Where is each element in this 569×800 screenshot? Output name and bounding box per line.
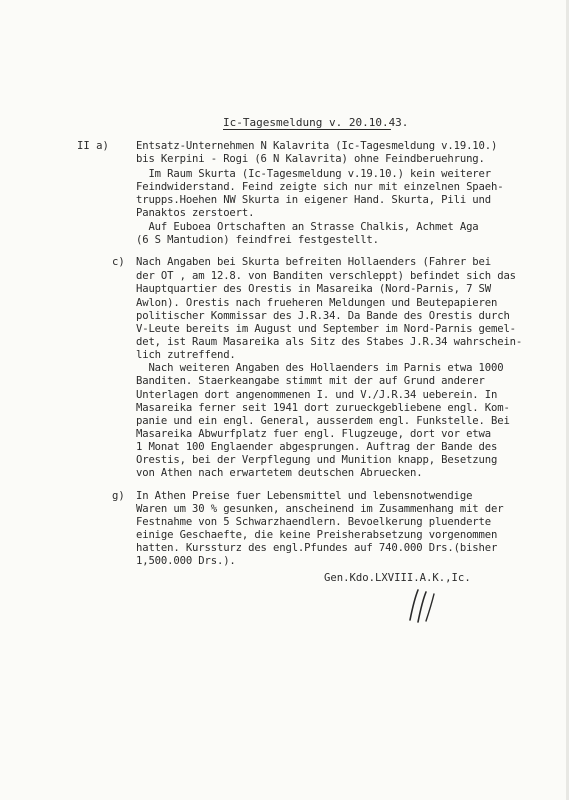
section-c-label: c) xyxy=(112,256,125,268)
document-title: Ic-Tagesmeldung v. 20.10.43. xyxy=(223,116,409,129)
section-g-line: In Athen Preise fuer Lebensmittel und lebensnotwendige xyxy=(136,490,473,502)
section-c-line: Orestis, bei der Verpflegung und Munition knapp, Besetzung xyxy=(136,454,498,466)
section-g-label: g) xyxy=(112,490,125,502)
section-c-line: 1 Monat 100 Englaender abgesprungen. Auftrag der Bande des xyxy=(136,441,498,453)
section-g-line: hatten. Kurssturz des engl.Pfundes auf 740.000 Drs.(bisher xyxy=(136,542,498,554)
section-c-line: Unterlagen dort angenommenen I. und V./J.R.34 ueberein. In xyxy=(136,389,498,401)
signature-line: Gen.Kdo.LXVIII.A.K.,Ic. xyxy=(324,572,471,584)
section-c-line: V-Leute bereits im August und September im Nord-Parnis gemel- xyxy=(136,323,516,335)
section-a-line: bis Kerpini - Rogi (6 N Kalavrita) ohne Feindberuehrung. xyxy=(136,153,485,165)
section-g-line: einige Geschaefte, die keine Preisherabsetzung vorgenommen xyxy=(136,529,498,541)
section-c-line: Awlon). Orestis nach frueheren Meldungen und Beutepapieren xyxy=(136,297,498,309)
section-a-line: Im Raum Skurta (Ic-Tagesmeldung v.19.10.) kein weiterer xyxy=(136,168,491,180)
section-c-line: politischer Kommissar des J.R.34. Da Bande des Orestis durch xyxy=(136,310,510,322)
section-g-line: Festnahme von 5 Schwarzhaendlern. Bevoelkerung pluenderte xyxy=(136,516,491,528)
section-a-line: Panaktos zerstoert. xyxy=(136,207,255,219)
section-a-line: (6 S Mantudion) feindfrei festgestellt. xyxy=(136,234,379,246)
handwritten-signature xyxy=(404,586,444,626)
section-c-line: lich zutreffend. xyxy=(136,349,236,361)
section-a-line: Auf Euboea Ortschaften an Strasse Chalkis, Achmet Aga xyxy=(136,221,479,233)
section-c-line: der OT , am 12.8. von Banditen verschleppt) befindet sich das xyxy=(136,270,516,282)
section-c-line: Masareika Abwurfplatz fuer engl. Flugzeuge, dort vor etwa xyxy=(136,428,491,440)
section-c-line: panie und ein engl. General, ausserdem engl. Funkstelle. Bei xyxy=(136,415,510,427)
section-a-line: Feindwiderstand. Feind zeigte sich nur mit einzelnen Spaeh- xyxy=(136,181,504,193)
section-c-line: Nach Angaben bei Skurta befreiten Hollaenders (Fahrer bei xyxy=(136,256,491,268)
title-underline xyxy=(223,129,391,130)
section-a-label: II a) xyxy=(77,140,109,152)
section-g-line: Waren um 30 % gesunken, anscheinend im Zusammenhang mit der xyxy=(136,503,504,515)
section-g-line: 1,500.000 Drs.). xyxy=(136,555,236,567)
section-c-line: Masareika ferner seit 1941 dort zurueckgebliebene engl. Kom- xyxy=(136,402,510,414)
section-a-line: trupps.Hoehen NW Skurta in eigener Hand. Skurta, Pili und xyxy=(136,194,491,206)
section-c-line: Nach weiteren Angaben des Hollaenders im Parnis etwa 1000 xyxy=(136,362,504,374)
section-c-line: Banditen. Staerkeangabe stimmt mit der auf Grund anderer xyxy=(136,375,485,387)
section-c-line: von Athen nach erwartetem deutschen Abruecken. xyxy=(136,467,423,479)
section-a-line: Entsatz-Unternehmen N Kalavrita (Ic-Tagesmeldung v.19.10.) xyxy=(136,140,498,152)
section-c-line: det, ist Raum Masareika als Sitz des Stabes J.R.34 wahrschein- xyxy=(136,336,523,348)
section-c-line: Hauptquartier des Orestis in Masareika (Nord-Parnis, 7 SW xyxy=(136,283,491,295)
